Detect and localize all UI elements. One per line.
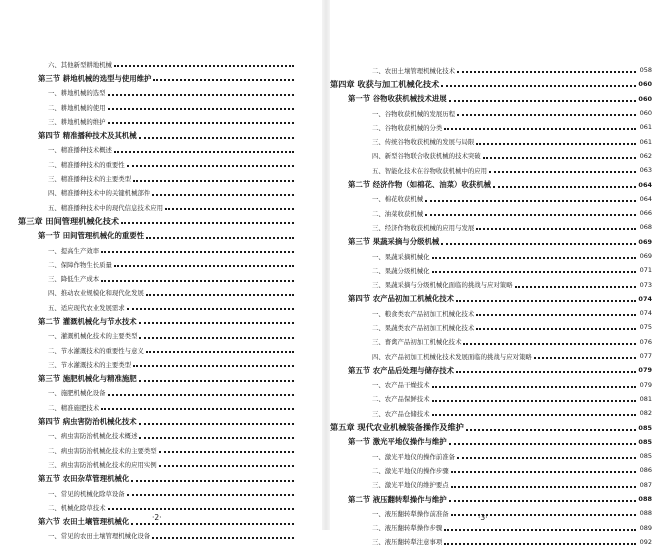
toc-section — [330, 492, 660, 506]
toc-item — [330, 506, 660, 520]
dot-leader — [108, 122, 294, 124]
dot-leader — [451, 471, 636, 473]
toc-entry-title: 二、农田土壤管理机械化技术 — [372, 66, 456, 75]
dot-leader — [139, 437, 294, 439]
page-number: ·3· — [478, 513, 488, 522]
toc-item — [0, 271, 322, 285]
dot-leader — [449, 100, 636, 102]
toc-entry-title: 一、提高生产效率 — [48, 246, 100, 255]
toc-item — [0, 286, 322, 300]
toc-entry-title: 三、降低生产成本 — [48, 275, 100, 284]
toc-entry-title: 二、激光平地仪的操作步骤 — [372, 466, 449, 475]
toc-entry-title: 三、节水灌溉技术的主要类型 — [48, 360, 132, 369]
dot-leader — [432, 414, 636, 416]
toc-page-number: 074 — [638, 294, 652, 303]
dot-leader — [159, 451, 294, 453]
page-number: ·2· — [152, 513, 162, 522]
dot-leader — [114, 265, 294, 267]
toc-chapter — [330, 77, 660, 91]
toc-page-number: 073 — [639, 280, 652, 289]
dot-leader — [152, 537, 294, 539]
toc-page-number: 077 — [639, 352, 652, 361]
dot-leader — [101, 408, 294, 410]
toc-section — [0, 71, 322, 85]
toc-entry-title: 五、精准播种技术中的现代信息技术应用 — [48, 203, 164, 212]
toc-item — [330, 521, 660, 535]
toc-page-number: 085 — [638, 437, 652, 446]
toc-item — [330, 120, 660, 134]
toc-item — [330, 306, 660, 320]
toc-page-number: 081 — [639, 394, 652, 403]
toc-item — [330, 449, 660, 463]
dot-leader — [133, 180, 294, 182]
toc-entry-title: 一、灌溉机械化技术的主要类型 — [48, 332, 138, 341]
dot-leader — [152, 194, 294, 196]
dot-leader — [515, 286, 636, 288]
toc-section — [330, 292, 660, 306]
dot-leader — [476, 143, 636, 145]
toc-page-number: 086 — [639, 466, 652, 475]
toc-entry-title: 三、经济作物收获机械的应用与发展 — [372, 223, 475, 232]
toc-item — [330, 406, 660, 420]
toc-entry-title: 一、常见的机械化除草设备 — [48, 489, 125, 498]
toc-page-number: 079 — [639, 380, 652, 389]
dot-leader — [139, 137, 294, 139]
toc-page-number: 082 — [639, 409, 652, 418]
toc-entry-title: 一、病虫害防治机械化技术概述 — [48, 432, 138, 441]
toc-entry-title: 二、节水灌溉技术的重要性与意义 — [48, 346, 144, 355]
toc-page-number: 069 — [638, 237, 652, 246]
toc-section — [330, 363, 660, 377]
toc-entry-title: 二、谷物收获机械的分类 — [372, 123, 443, 132]
toc-item — [330, 463, 660, 477]
toc-entry-title: 第五节 农产品后处理与储存技术 — [348, 365, 455, 375]
dot-leader — [534, 357, 636, 359]
dot-leader — [127, 308, 294, 310]
toc-entry-title: 二、耕地机械的使用 — [48, 103, 106, 112]
dot-leader — [159, 465, 294, 467]
toc-page-number: 060 — [638, 94, 652, 103]
dot-leader — [493, 186, 636, 188]
toc-entry-title: 第二节 经济作物（如棉花、油菜）收获机械 — [348, 180, 491, 190]
toc-chapter — [330, 420, 660, 434]
toc-entry-title: 第四节 农产品初加工机械化技术 — [348, 294, 455, 304]
toc-item — [0, 443, 322, 457]
toc-page-number: 068 — [639, 223, 652, 232]
dot-leader — [139, 423, 294, 425]
toc-item — [0, 100, 322, 114]
toc-item — [0, 529, 322, 543]
toc-item — [330, 378, 660, 392]
toc-entry-title: 一、常见的农田土壤管理机械化设备 — [48, 532, 151, 541]
toc-page-number: 075 — [639, 323, 652, 332]
toc-section — [0, 472, 322, 486]
toc-item — [330, 335, 660, 349]
dot-leader — [121, 222, 294, 224]
toc-section — [0, 128, 322, 142]
toc-entry-title: 三、液压翻转犁注意事项 — [372, 538, 443, 547]
dot-leader — [139, 337, 294, 339]
toc-page-number: 064 — [638, 180, 652, 189]
dot-leader — [139, 322, 294, 324]
dot-leader — [457, 71, 636, 73]
toc-entry-title: 第三节 果蔬采摘与分级机械 — [348, 237, 440, 247]
dot-leader — [127, 165, 294, 167]
toc-entry-title: 三、精准播种技术的主要类型 — [48, 175, 132, 184]
toc-page-number: 061 — [639, 137, 652, 146]
toc-section — [330, 92, 660, 106]
toc-section — [330, 435, 660, 449]
toc-entry-title: 第一节 激光平地仪操作与维护 — [348, 437, 447, 447]
toc-page-number: 085 — [638, 423, 652, 432]
toc-chapter — [0, 214, 322, 228]
toc-entry-title: 二、农产品保鲜技术 — [372, 395, 430, 404]
toc-entry-title: 第六节 农田土壤管理机械化 — [38, 517, 130, 527]
toc-entry-title: 一、农产品干燥技术 — [372, 381, 430, 390]
toc-entry-title: 一、精准播种技术概述 — [48, 146, 112, 155]
dot-leader — [139, 380, 294, 382]
dot-leader — [463, 343, 636, 345]
toc-page-number: 074 — [639, 309, 652, 318]
dot-leader — [127, 494, 294, 496]
dot-leader — [466, 429, 636, 431]
toc-page-number: 085 — [639, 452, 652, 461]
toc-item — [330, 349, 660, 363]
toc-item — [330, 106, 660, 120]
toc-entry-title: 二、机械化除草技术 — [48, 503, 106, 512]
dot-leader — [441, 243, 636, 245]
toc-section — [330, 177, 660, 191]
toc-item — [0, 86, 322, 100]
dot-leader — [108, 508, 294, 510]
toc-item — [0, 300, 322, 314]
toc-entry-title: 四、精准播种技术中的关键机械部件 — [48, 189, 151, 198]
toc-item — [0, 257, 322, 271]
dot-leader — [444, 128, 636, 130]
toc-item — [330, 220, 660, 234]
toc-section — [330, 235, 660, 249]
toc-item — [330, 134, 660, 148]
toc-item — [0, 329, 322, 343]
right-page — [330, 0, 660, 547]
dot-leader — [441, 85, 636, 87]
dot-leader — [444, 543, 636, 545]
toc-entry-title: 二、果蔬分级机械化 — [372, 266, 430, 275]
toc-entry-title: 第二节 灌溉机械化与节水技术 — [38, 316, 137, 326]
toc-entry-title: 一、粮食类农产品初加工机械化技术 — [372, 309, 475, 318]
toc-entry-title: 第五章 现代农业机械装备操作及维护 — [330, 422, 464, 433]
toc-item — [0, 429, 322, 443]
toc-entry-title: 五、智能化技术在谷物收获机械中的应用 — [372, 166, 488, 175]
dot-leader — [153, 79, 294, 81]
dot-leader — [133, 365, 294, 367]
toc-page-number: 060 — [638, 80, 652, 89]
toc-item — [330, 263, 660, 277]
toc-entry-title: 二、保障作物生长质量 — [48, 260, 112, 269]
dot-leader — [483, 157, 636, 159]
dot-leader — [101, 251, 294, 253]
toc-page-number: 064 — [639, 194, 652, 203]
dot-leader — [101, 280, 294, 282]
toc-page-number: 063 — [639, 166, 652, 175]
dot-leader — [457, 457, 636, 459]
toc-item — [330, 163, 660, 177]
toc-page-number: 089 — [639, 523, 652, 532]
toc-section — [0, 229, 322, 243]
toc-entry-title: 三、果蔬采摘与分级机械化面临的挑战与应对策略 — [372, 281, 513, 290]
toc-page-number: 061 — [639, 123, 652, 132]
toc-item — [330, 535, 660, 549]
dot-leader — [108, 94, 294, 96]
toc-entry-title: 第一节 田间管理机械化的重要性 — [38, 231, 145, 241]
toc-entry-title: 三、病虫害防治机械化技术的应用实例 — [48, 460, 157, 469]
dot-leader — [432, 257, 636, 259]
toc-entry-title: 三、传统谷物收获机械的发展与局限 — [372, 138, 475, 147]
toc-page-number: 062 — [639, 151, 652, 160]
dot-leader — [146, 294, 294, 296]
dot-leader — [131, 523, 294, 525]
toc-item — [0, 357, 322, 371]
dot-leader — [456, 371, 636, 373]
dot-leader — [108, 394, 294, 396]
toc-entry-title: 一、谷物收获机械的发展历程 — [372, 109, 456, 118]
toc-item — [330, 206, 660, 220]
toc-entry-title: 第五节 农田杂草管理机械化 — [38, 474, 130, 484]
dot-leader — [432, 271, 636, 273]
toc-entry-title: 一、果蔬采摘机械化 — [372, 252, 430, 261]
toc-entry-title: 第三节 施肥机械化与精准施肥 — [38, 374, 137, 384]
toc-entry-title: 一、激光平地仪的操作前准备 — [372, 452, 456, 461]
toc-item — [0, 386, 322, 400]
dot-leader — [449, 500, 636, 502]
toc-item — [0, 486, 322, 500]
toc-page-number: 076 — [639, 337, 652, 346]
toc-page-number: 088 — [639, 509, 652, 518]
toc-entry-title: 一、耕地机械的选型 — [48, 89, 106, 98]
toc-entry-title: 二、病虫害防治机械化技术的主要类型 — [48, 446, 157, 455]
toc-entry-list — [330, 63, 660, 549]
toc-entry-title: 四、新型谷物联合收获机械的技术突破 — [372, 152, 481, 161]
toc-entry-title: 四、农产品初加工机械化技术发展面临的挑战与应对策略 — [372, 352, 532, 361]
toc-entry-title: 第四节 病虫害防治机械化技术 — [38, 417, 137, 427]
toc-entry-title: 二、液压翻转犁操作步骤 — [372, 524, 443, 533]
toc-page-number: 069 — [639, 252, 652, 260]
toc-item — [330, 192, 660, 206]
dot-leader — [457, 114, 636, 116]
dot-leader — [456, 300, 636, 302]
toc-section — [0, 372, 322, 386]
dot-leader — [146, 351, 294, 353]
dot-leader — [432, 400, 636, 402]
toc-item — [0, 243, 322, 257]
toc-page-number: 092 — [639, 537, 652, 546]
dot-leader — [114, 151, 294, 153]
toc-entry-title: 六、其他新型耕地机械 — [48, 60, 112, 69]
dot-leader — [476, 228, 636, 230]
toc-page-number: 066 — [639, 209, 652, 218]
toc-entry-title: 五、适应现代农业发展需求 — [48, 303, 125, 312]
toc-entry-title: 三、激光平地仪的维护要点 — [372, 481, 449, 490]
toc-section — [0, 414, 322, 428]
dot-leader — [131, 480, 294, 482]
toc-entry-title: 第四节 精准播种技术及其机械 — [38, 131, 137, 141]
toc-item — [0, 200, 322, 214]
dot-leader — [489, 171, 636, 173]
toc-page-number: 088 — [638, 495, 652, 504]
toc-entry-title: 四、推动农业规模化和现代化发展 — [48, 289, 144, 298]
dot-leader — [451, 486, 636, 488]
toc-entry-title: 一、施肥机械化设备 — [48, 389, 106, 398]
toc-item — [0, 186, 322, 200]
toc-entry-title: 二、精准播种技术的重要性 — [48, 160, 125, 169]
toc-entry-title: 第二节 液压翻转犁操作与维护 — [348, 494, 447, 504]
toc-entry-title: 第四章 收获与加工机械化技术 — [330, 78, 440, 89]
book-gutter — [322, 0, 330, 530]
dot-leader — [108, 108, 294, 110]
dot-leader — [114, 65, 294, 67]
toc-item — [0, 171, 322, 185]
toc-item — [330, 320, 660, 334]
dot-leader — [165, 208, 294, 210]
dot-leader — [146, 237, 294, 239]
toc-entry-title: 二、果蔬类农产品初加工机械化技术 — [372, 323, 475, 332]
toc-entry-title: 三、耕地机械的维护 — [48, 117, 106, 126]
toc-item — [330, 249, 660, 263]
toc-item — [330, 392, 660, 406]
dot-leader — [425, 214, 636, 216]
toc-item — [330, 63, 660, 77]
toc-page-number: 079 — [638, 366, 652, 375]
dot-leader — [432, 386, 636, 388]
toc-entry-title: 一、液压翻转犁操作前准备 — [372, 509, 449, 518]
toc-item — [0, 343, 322, 357]
toc-entry-title: 第三章 田间管理机械化技术 — [18, 215, 120, 226]
toc-item — [0, 400, 322, 414]
dot-leader — [476, 314, 636, 316]
toc-entry-title: 一、棉花收获机械 — [372, 195, 424, 204]
toc-section — [0, 314, 322, 328]
toc-entry-title: 三、畜禽产品初加工机械化技术 — [372, 338, 462, 347]
dot-leader — [449, 443, 636, 445]
toc-item — [330, 478, 660, 492]
toc-entry-title: 二、精准施肥技术 — [48, 403, 100, 412]
dot-leader — [476, 328, 636, 330]
toc-item — [0, 457, 322, 471]
toc-item — [330, 149, 660, 163]
toc-item — [0, 114, 322, 128]
toc-page-number: 058 — [639, 66, 652, 75]
toc-entry-list — [0, 57, 322, 543]
toc-page-number: 071 — [639, 266, 652, 275]
toc-item — [0, 143, 322, 157]
left-page — [0, 0, 322, 541]
dot-leader — [425, 200, 636, 202]
toc-item — [0, 57, 322, 71]
toc-entry-title: 第一节 谷物收获机械技术进展 — [348, 94, 447, 104]
toc-item — [330, 277, 660, 291]
toc-entry-title: 三、农产品仓储技术 — [372, 409, 430, 418]
toc-page-number: 087 — [639, 480, 652, 489]
toc-page-number: 060 — [639, 109, 652, 118]
toc-entry-title: 二、油菜收获机械 — [372, 209, 424, 218]
toc-entry-title: 第三节 耕地机械的选型与使用维护 — [38, 73, 152, 83]
toc-item — [0, 157, 322, 171]
